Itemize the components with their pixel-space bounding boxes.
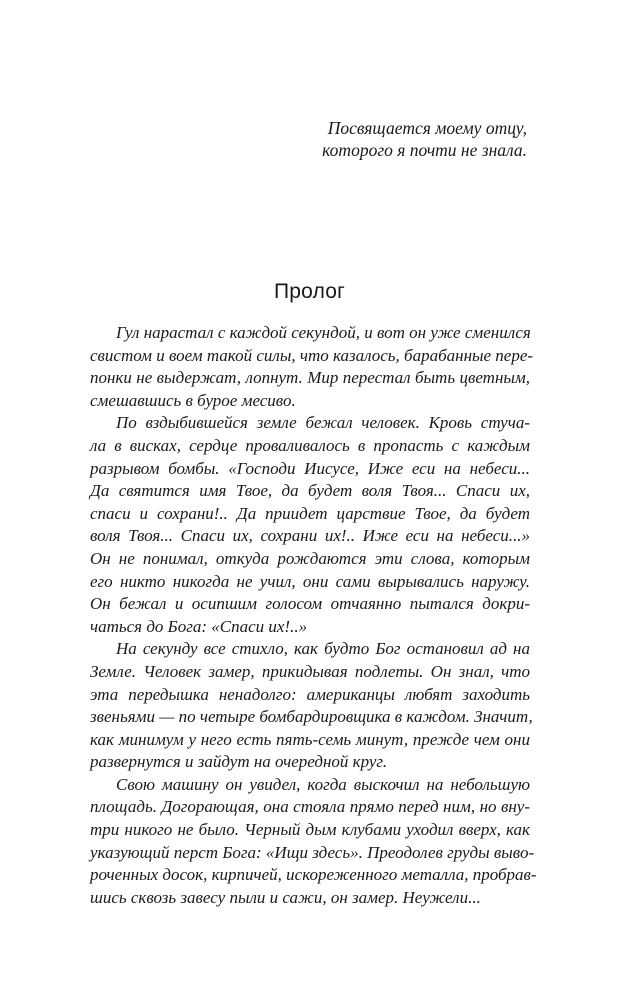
text-line: площадь. Догорающая, она стояла прямо перед ним, но вну- bbox=[90, 797, 530, 817]
text-line: Свою машину он увидел, когда выскочил на небольшую bbox=[116, 774, 530, 794]
dedication bbox=[322, 117, 527, 161]
text-line: его никто никогда не учил, они сами вырывались наружу. bbox=[90, 571, 530, 591]
text-line: Да святится имя Твое, да будет воля Твоя... Спаси их, bbox=[90, 481, 530, 501]
text-line: три никого не было. Черный дым клубами уходил вверх, как bbox=[90, 820, 530, 840]
text-line: ла в висках, сердце проваливалось в пропасть с каждым bbox=[90, 435, 530, 455]
text-line: разрывом бомбы. «Господи Иисусе, Иже еси на небеси... bbox=[90, 458, 530, 478]
text-line: шись сквозь завесу пыли и сажи, он замер. Неужели... bbox=[90, 887, 481, 907]
text-line: чаться до Бога: «Спаси их!..» bbox=[90, 616, 308, 636]
text-line: По вздыбившейся земле бежал человек. Кровь стуча- bbox=[116, 413, 530, 433]
text-line: развернутся и зайдут на очередной круг. bbox=[90, 752, 388, 772]
text-line: Земле. Человек замер, прикидывая подлеты. Он знал, что bbox=[90, 661, 530, 681]
prologue-text bbox=[90, 322, 537, 909]
text-line: как минимум у него есть пять-семь минут, прежде чем они bbox=[90, 729, 530, 749]
text-line: понки не выдержат, лопнут. Мир перестал быть цветным, bbox=[90, 368, 530, 388]
chapter-title: Пролог bbox=[273, 280, 346, 303]
text-line: Он не понимал, откуда рождаются эти слова, которым bbox=[90, 548, 530, 568]
text-line: смешавшись в бурое месиво. bbox=[90, 390, 296, 410]
dedication-line: Посвящается моему отцу, bbox=[327, 118, 527, 138]
text-line: эта передышка ненадолго: американцы любят заходить bbox=[90, 684, 530, 704]
text-line: Гул нарастал с каждой секундой, и вот он уже сменился bbox=[116, 323, 531, 342]
text-line: звеньями — по четыре бомбардировщика в каждом. Значит, bbox=[90, 707, 533, 727]
text-line: воля Твоя... Спаси их, сохрани их!.. Иже еси на небеси...» bbox=[90, 526, 530, 546]
text-line: спаси и сохрани!.. Да приидет царствие Твое, да будет bbox=[90, 503, 530, 523]
text-line: роченных досок, кирпичей, искореженного металла, пробрав- bbox=[90, 865, 537, 885]
text-line: Он бежал и осипшим голосом отчаянно пытался докри- bbox=[90, 594, 530, 614]
text-line: На секунду все стихло, как будто Бог остановил ад на bbox=[116, 639, 530, 659]
text-line: свистом и воем такой силы, что казалось, барабанные пере- bbox=[90, 345, 534, 365]
dedication-line: которого я почти не знала. bbox=[322, 140, 527, 160]
text-line: указующий перст Бога: «Ищи здесь». Преодолев груды выво- bbox=[90, 842, 535, 862]
